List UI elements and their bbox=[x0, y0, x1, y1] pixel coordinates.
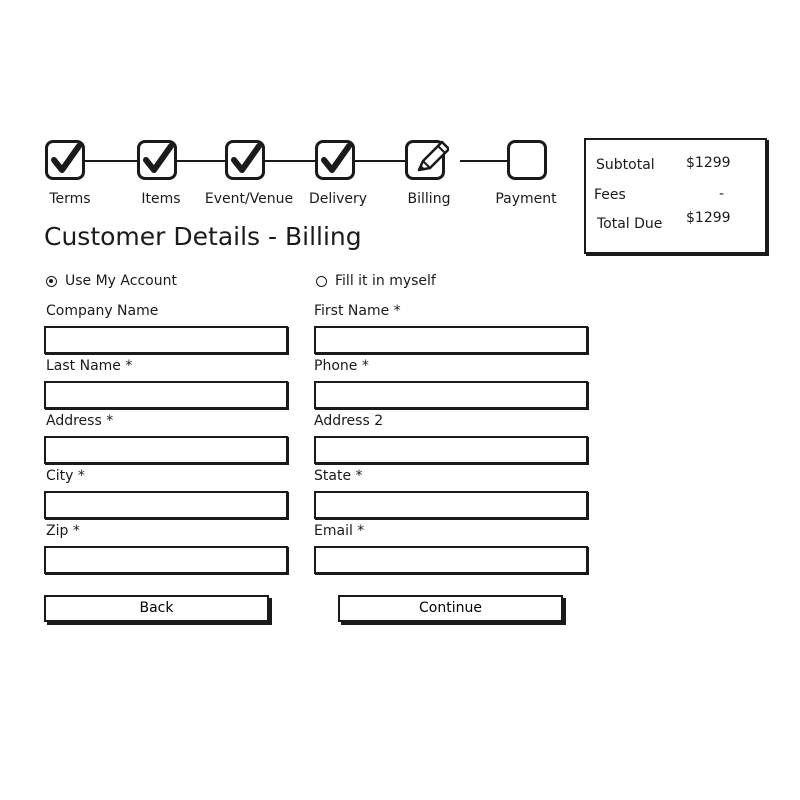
radio-use-my-account[interactable] bbox=[46, 273, 177, 289]
total-due-value: $1299 bbox=[686, 210, 731, 226]
pencil-icon bbox=[405, 140, 449, 180]
city-label: City * bbox=[46, 468, 85, 484]
step-items-box[interactable] bbox=[137, 140, 177, 180]
checkmark-icon bbox=[45, 140, 85, 180]
checkmark-icon bbox=[315, 140, 355, 180]
address-label: Address * bbox=[46, 413, 114, 429]
radio-unselected-icon[interactable] bbox=[316, 276, 327, 287]
step-event-venue-box[interactable] bbox=[225, 140, 265, 180]
radio-selected-icon[interactable] bbox=[46, 276, 57, 287]
checkmark-icon bbox=[137, 140, 177, 180]
address-input[interactable] bbox=[44, 436, 288, 464]
fees-value: - bbox=[719, 186, 725, 202]
page-title: Customer Details - Billing bbox=[44, 222, 362, 251]
last-name-label: Last Name * bbox=[46, 358, 133, 374]
continue-button[interactable]: Continue bbox=[338, 595, 563, 622]
back-button[interactable]: Back bbox=[44, 595, 269, 622]
fees-label: Fees bbox=[594, 187, 626, 203]
address-2-input[interactable] bbox=[314, 436, 588, 464]
email-input[interactable] bbox=[314, 546, 588, 574]
step-label-event-venue: Event/Venue bbox=[204, 191, 294, 207]
radio-fill-it-in-myself[interactable] bbox=[316, 273, 436, 289]
state-input[interactable] bbox=[314, 491, 588, 519]
radio-fill-it-in-myself-label: Fill it in myself bbox=[335, 273, 436, 289]
step-label-delivery: Delivery bbox=[308, 191, 368, 207]
company-name-input[interactable] bbox=[44, 326, 288, 354]
subtotal-value: $1299 bbox=[686, 155, 731, 171]
radio-use-my-account-label: Use My Account bbox=[65, 273, 177, 289]
total-due-label: Total Due bbox=[597, 216, 663, 232]
order-summary-box bbox=[584, 138, 767, 254]
step-delivery-box[interactable] bbox=[315, 140, 355, 180]
phone-input[interactable] bbox=[314, 381, 588, 409]
address-2-label: Address 2 bbox=[314, 413, 384, 429]
phone-label: Phone * bbox=[314, 358, 369, 374]
step-label-billing: Billing bbox=[407, 191, 451, 207]
first-name-label: First Name * bbox=[314, 303, 401, 319]
step-terms-box[interactable] bbox=[45, 140, 85, 180]
last-name-input[interactable] bbox=[44, 381, 288, 409]
zip-input[interactable] bbox=[44, 546, 288, 574]
state-label: State * bbox=[314, 468, 363, 484]
step-label-payment: Payment bbox=[495, 191, 557, 207]
subtotal-label: Subtotal bbox=[596, 157, 655, 173]
email-label: Email * bbox=[314, 523, 365, 539]
step-payment-box[interactable] bbox=[507, 140, 547, 180]
step-label-items: Items bbox=[141, 191, 181, 207]
zip-label: Zip * bbox=[46, 523, 80, 539]
city-input[interactable] bbox=[44, 491, 288, 519]
first-name-input[interactable] bbox=[314, 326, 588, 354]
company-name-label: Company Name bbox=[46, 303, 159, 319]
step-label-terms: Terms bbox=[49, 191, 91, 207]
step-billing-box[interactable] bbox=[405, 140, 445, 180]
checkmark-icon bbox=[225, 140, 265, 180]
